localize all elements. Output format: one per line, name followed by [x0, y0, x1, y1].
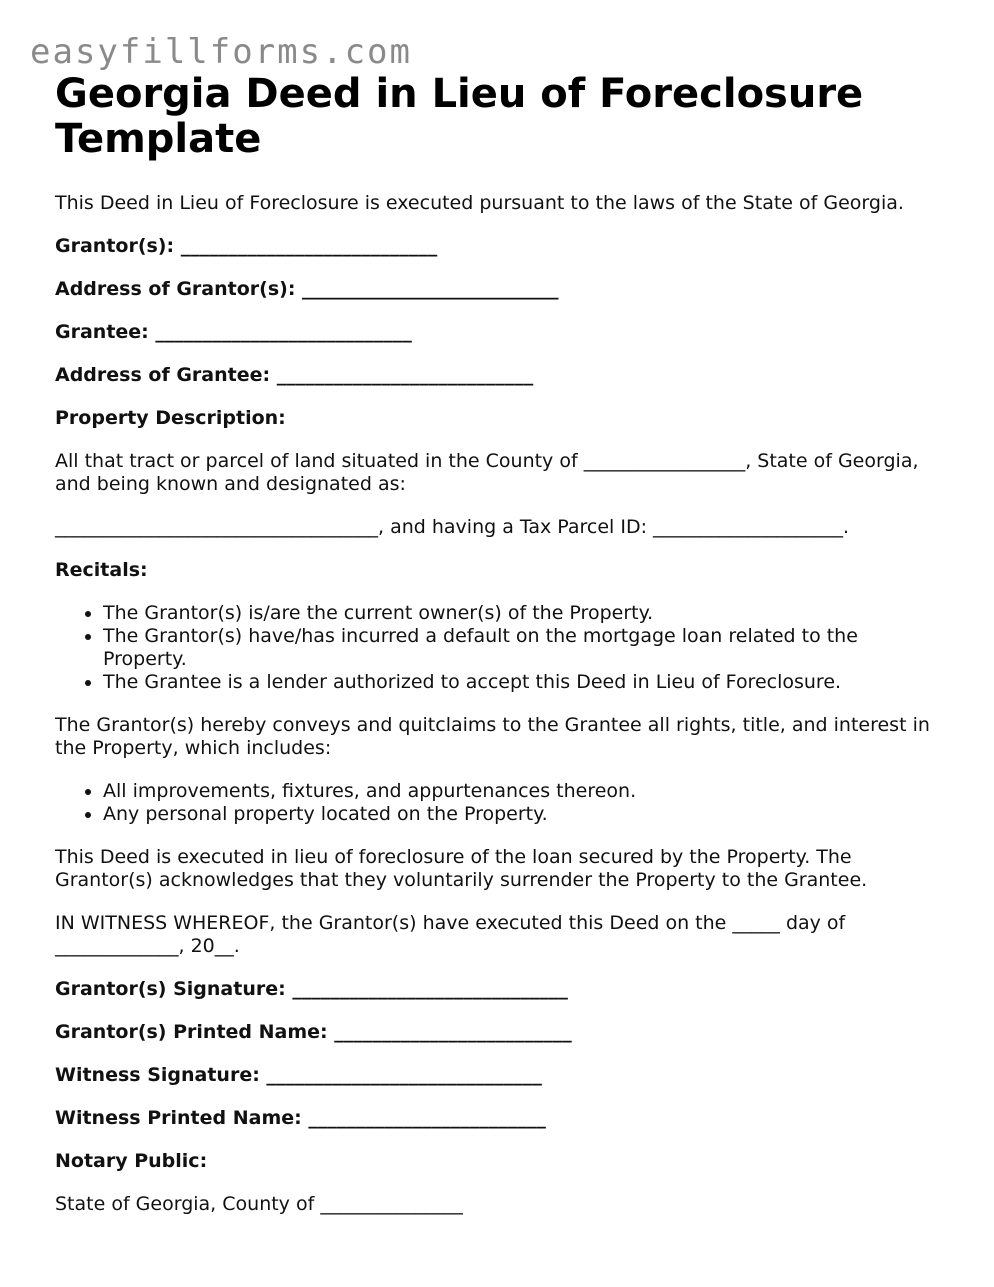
property-description-heading: Property Description:	[55, 407, 286, 429]
page-title: Georgia Deed in Lieu of Foreclosure Template	[55, 71, 864, 162]
grantor-field[interactable]: Grantor(s): ___________________________	[55, 235, 438, 257]
grantor-address-field[interactable]: Address of Grantor(s): ___________________________	[55, 278, 559, 300]
grantee-address-field[interactable]: Address of Grantee: ___________________________	[55, 364, 534, 386]
watermark: easyfillforms.com	[30, 32, 412, 72]
list-item: • The Grantor(s) have/has incurred a default on the mortgage loan related to the Property.	[103, 625, 935, 671]
grantor-signature-field[interactable]: Grantor(s) Signature: _____________________________	[55, 978, 568, 1000]
grantor-printed-name-field[interactable]: Grantor(s) Printed Name: _________________________	[55, 1021, 572, 1043]
notary-heading: Notary Public:	[55, 1150, 208, 1172]
witness-clause[interactable]: IN WITNESS WHEREOF, the Grantor(s) have executed this Deed on the _____ day of _____________, 20__.	[55, 912, 846, 957]
list-item: • Any personal property located on the Property.	[103, 803, 935, 826]
notary-county-field[interactable]: State of Georgia, County of _______________	[55, 1193, 463, 1215]
list-item: • The Grantor(s) is/are the current owner(s) of the Property.	[103, 602, 935, 625]
grantee-field[interactable]: Grantee: ___________________________	[55, 321, 412, 343]
document-body	[55, 72, 935, 1216]
statement-text: This Deed is executed in lieu of foreclosure of the loan secured by the Property. The Grantor(s) acknowledges that they voluntarily surrender the Property to the Grantee.	[55, 846, 868, 891]
intro-text: This Deed in Lieu of Foreclosure is executed pursuant to the laws of the State of Georgia.	[55, 192, 904, 214]
list-item: • All improvements, fixtures, and appurtenances thereon.	[103, 780, 935, 803]
recitals-list	[55, 602, 935, 694]
conveyance-list	[55, 780, 935, 826]
witness-printed-name-field[interactable]: Witness Printed Name: _________________________	[55, 1107, 546, 1129]
property-parcel-line[interactable]: __________________________________, and having a Tax Parcel ID: ____________________.	[55, 516, 850, 538]
conveyance-text: The Grantor(s) hereby conveys and quitclaims to the Grantee all rights, title, and interest in the Property, which includes:	[55, 714, 930, 759]
list-item: • The Grantee is a lender authorized to accept this Deed in Lieu of Foreclosure.	[103, 671, 935, 694]
witness-signature-field[interactable]: Witness Signature: _____________________________	[55, 1064, 542, 1086]
property-county-line[interactable]: All that tract or parcel of land situated in the County of _________________, State of Georgia, and being known and designated as:	[55, 450, 919, 495]
recitals-heading: Recitals:	[55, 559, 148, 581]
